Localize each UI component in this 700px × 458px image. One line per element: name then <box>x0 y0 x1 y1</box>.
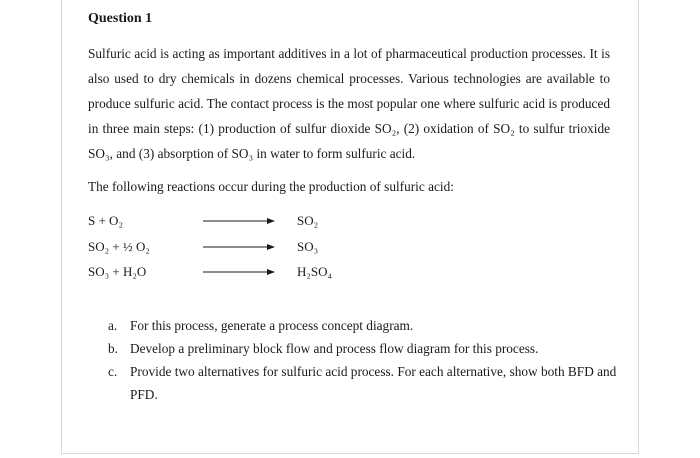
reaction-product: H₂SO₄ <box>297 264 333 279</box>
reaction-arrow-icon <box>203 216 275 226</box>
reaction-product: SO₃ <box>297 239 319 254</box>
task-text: Develop a preliminary block flow and process flow diagram for this process. <box>130 341 539 356</box>
reaction-reactants: S + O₂ <box>88 213 123 228</box>
reaction-reactants: SO₂ + ½ O₂ <box>88 239 150 254</box>
reaction-reactants: SO₃ + H₂O <box>88 264 147 279</box>
task-item <box>108 360 618 406</box>
task-text: Provide two alternatives for sulfuric acid process. For each alternative, show both BFD and PFD. <box>130 364 617 402</box>
reaction-arrow-icon <box>203 267 275 277</box>
task-text: For this process, generate a process concept diagram. <box>130 318 414 333</box>
question-title: Question 1 <box>88 11 153 26</box>
task-item <box>108 314 618 337</box>
task-item <box>108 337 618 360</box>
reaction-3 <box>88 263 628 281</box>
reaction-product: SO₂ <box>297 213 319 228</box>
task-list <box>108 314 618 406</box>
reaction-1 <box>88 212 628 230</box>
reaction-2 <box>88 238 628 256</box>
reactions-intro: The following reactions occur during the production of sulfuric acid: <box>88 179 454 194</box>
task-marker: c. <box>108 364 118 379</box>
task-marker: a. <box>108 318 118 333</box>
task-marker: b. <box>108 341 118 356</box>
reaction-arrow-icon <box>203 242 275 252</box>
question-paragraph: Sulfuric acid is acting as important additives in a lot of pharmaceutical production processes. It is also used to dry chemicals in dozens chemical processes. Various technologies are available to produce sulfuric acid. The contact process is the most popular one where sulfuric acid is produced in three main steps: (1) production of sulfur dioxide SO₂, (2) oxidation of SO₂ to sulfur trioxide SO₃, and (3) absorption of SO₃ in water to form sulfuric acid. <box>88 46 610 161</box>
